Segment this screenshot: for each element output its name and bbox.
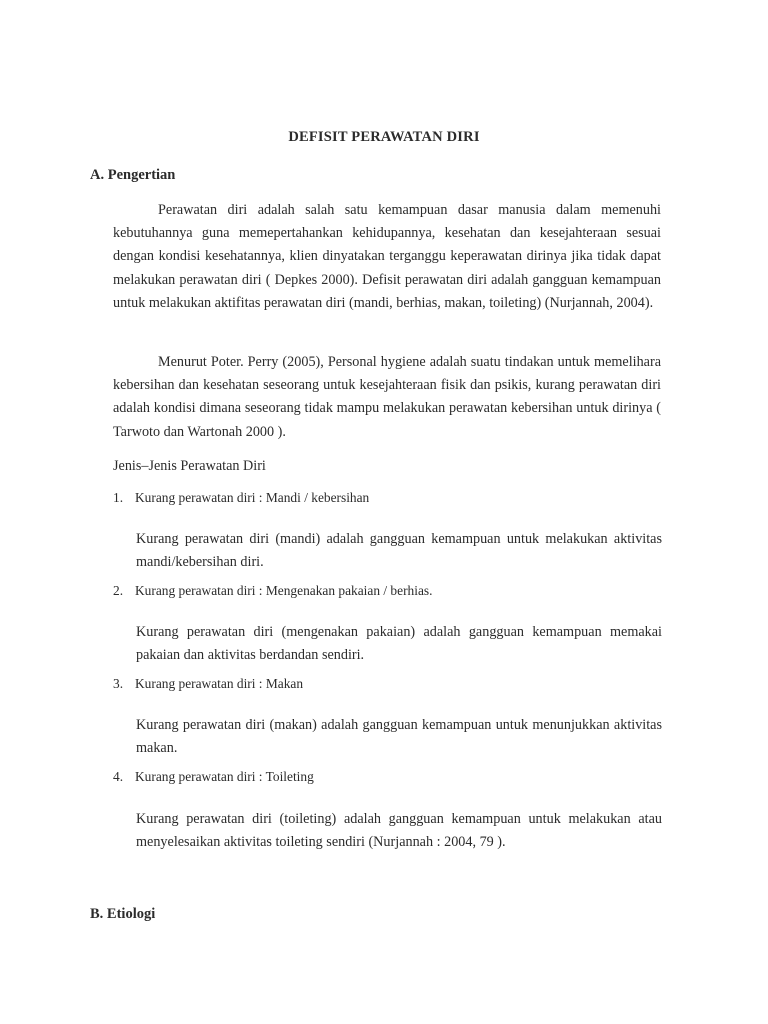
section-a-heading: A. Pengertian: [90, 167, 176, 183]
list-label: Kurang perawatan diri : Mandi / kebersihan: [135, 490, 370, 505]
document-title: DEFISIT PERAWATAN DIRI: [288, 129, 480, 145]
list-description: Kurang perawatan diri (makan) adalah gangguan kemampuan untuk menunjukkan aktivitas makan.: [136, 717, 662, 757]
paragraph-2: Menurut Poter. Perry (2005), Personal hygiene adalah suatu tindakan untuk memelihara kebersihan dan kesehatan seseorang untuk kesejahteraan fisik dan psikis, kurang perawatan diri adalah kondisi dimana seseorang tidak mampu melakukan perawatan kebersihan untuk dirinya ( Tarwoto dan Wartonah 2000 ).: [113, 354, 661, 440]
section-b-heading: B. Etiologi: [90, 906, 156, 922]
list-item: [113, 769, 314, 785]
list-description: Kurang perawatan diri (mandi) adalah gangguan kemampuan untuk melakukan aktivitas mandi/kebersihan diri.: [136, 531, 662, 571]
list-item: [113, 583, 432, 599]
list-label: Kurang perawatan diri : Makan: [135, 676, 304, 691]
list-item: [113, 490, 369, 506]
list-description: Kurang perawatan diri (toileting) adalah gangguan kemampuan untuk melakukan atau menyelesaikan aktivitas toileting sendiri (Nurjannah : 2004, 79 ).: [136, 811, 662, 851]
paragraph-1: Perawatan diri adalah salah satu kemampuan dasar manusia dalam memenuhi kebutuhannya guna memepertahankan kehidupannya, kesehatan dan kesejahteraan sesuai dengan kondisi kesehatannya, klien dinyatakan terganggu keperawatan dirinya jika tidak dapat melakukan perawatan diri ( Depkes 2000). Defisit perawatan diri adalah gangguan kemampuan untuk melakukan aktifitas perawatan diri (mandi, berhias, makan, toileting) (Nurjannah, 2004).: [113, 202, 661, 311]
list-label: Kurang perawatan diri : Toileting: [135, 769, 314, 784]
list-label: Kurang perawatan diri : Mengenakan pakaian / berhias.: [135, 583, 433, 598]
list-description: Kurang perawatan diri (mengenakan pakaian) adalah gangguan kemampuan memakai pakaian dan aktivitas berdandan sendiri.: [136, 624, 662, 664]
list-number: 1.: [113, 490, 124, 505]
list-item: [113, 676, 303, 692]
types-label: Jenis–Jenis Perawatan Diri: [113, 458, 266, 474]
list-number: 2.: [113, 583, 124, 598]
list-number: 4.: [113, 769, 124, 784]
list-number: 3.: [113, 676, 124, 691]
